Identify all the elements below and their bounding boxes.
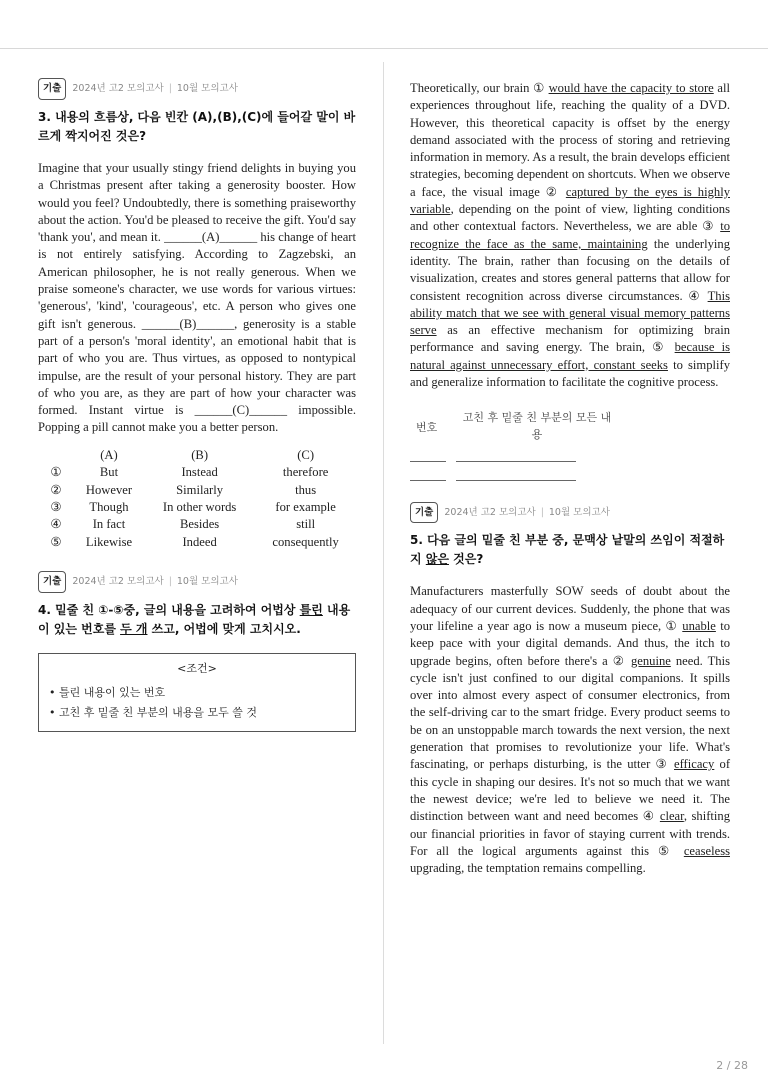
choice-c: thus — [295, 482, 317, 497]
condition-item: • 틀린 내용이 있는 번호 — [49, 686, 166, 700]
page-number: 2 / 28 — [716, 1059, 748, 1072]
q5-title-emph: 않은 — [425, 552, 449, 567]
passage-text: to keep pace with your digital demands. And thus, the itch to upgrade begins, often before there's a ② — [410, 618, 730, 668]
passage-text: , shifting our financial priorities in favor of staying current with trends. For all the logical arguments against this ⑤ — [410, 809, 730, 858]
answer-header-number: 번호 — [416, 421, 438, 435]
q5-title-part: 것은? — [448, 552, 484, 567]
q5-title — [410, 531, 730, 569]
answer-row[interactable] — [410, 470, 730, 481]
column-divider — [383, 62, 384, 1044]
answer-content-blank[interactable] — [456, 470, 576, 481]
q3-choice-row[interactable] — [38, 516, 356, 533]
q3-month: 10월 모의고사 — [176, 83, 238, 95]
underlined-phrase: This ability match that we see with general visual memory patterns serve — [410, 288, 730, 338]
choice-c: for example — [275, 499, 336, 514]
q3-choice-row[interactable] — [38, 499, 356, 516]
underlined-word: unable — [682, 618, 716, 633]
choice-b: Besides — [180, 517, 220, 532]
q5-tagline — [410, 503, 730, 521]
passage-text: Theoretically, our brain ① — [410, 81, 549, 95]
passage-text: , depending on the point of view, lighting conditions and other contextual factors. Nevertheless, we are able ③ — [410, 202, 730, 234]
q4-month: 10월 모의고사 — [176, 576, 238, 588]
underlined-word: efficacy — [674, 757, 715, 772]
q3-year: 2024년 고2 모의고사 — [72, 83, 164, 95]
q4-title — [38, 601, 356, 639]
answer-number-blank[interactable] — [410, 470, 446, 481]
underlined-phrase: because is natural against unnecessary effort, constant seeks — [410, 340, 731, 372]
q3-passage: Imagine that your usually stingy friend delights in buying you a Christmas present after taking a generosity booster. How would you feel? Undoubtedly, there is something praiseworthy about the action. You'd be pleased to receive the gift. You'd say 'thank you', and mean it. ______(A)______ his change of heart is not entirely satisfying. According to Zagzebski, an American philosopher, he is not really generous. When we praise someone's character, we use words for various virtues: 'generous', 'kind', 'courageous', etc. A person who gives one gift isn't generous. ______(B)______, generosity is a stable part of a person's 'moral identity', an emotional habit that is part of who you are. Thus virtues, as opposed to nontypical impulse, are the result of your personal history. They are part of who you are, as they are part of how your character was formed. Instant virtue is ______(C)______ impossible. Popping a pill cannot make you a better person. — [38, 161, 356, 435]
choice-b: Instead — [181, 465, 218, 480]
answer-content-blank[interactable] — [456, 451, 576, 462]
passage-text: upgrading, the temptation remains compelling. — [410, 861, 646, 876]
q3-choice-row[interactable] — [38, 464, 356, 481]
q4-title-emph: 틀린 — [299, 603, 323, 618]
choice-a: Though — [89, 499, 129, 514]
conditions-title: <조건> — [177, 662, 217, 676]
choice-a: In fact — [92, 517, 126, 532]
header-cell: (B) — [191, 447, 209, 462]
q3-choices-header — [38, 447, 356, 464]
q4-year: 2024년 고2 모의고사 — [72, 576, 164, 588]
top-rule — [0, 48, 768, 49]
choice-c: therefore — [282, 465, 329, 480]
choice-a: Likewise — [85, 534, 133, 549]
q4-title-part: 4. 밑줄 친 ①-⑤중, 글의 내용을 고려하여 어법상 — [38, 603, 300, 618]
passage-text: as an effective mechanism for optimizing brain performance and saving energy. The brain, ⑤ — [410, 323, 730, 355]
header-cell — [38, 447, 74, 464]
q4-tagline — [38, 573, 356, 591]
q5-month: 10월 모의고사 — [548, 506, 610, 518]
passage-text: need. This cycle isn't just confined to our digital companions. It spills over into almost every aspect of consumer electronics, from the self-driving car to the smart fridge. Every product seems to be on an unstoppable march towards the next version, the next generation that promises to revolutionize your life. What's fascinating, or perhaps disturbing, is the utter ③ — [410, 653, 730, 772]
passage-text: the underlying identity. The brain, rather than focusing on the details of visualization, creates and stores general patterns that allow for consistent recognition across diverse circumstances. ④ — [410, 236, 730, 303]
q4-conditions-box — [38, 653, 356, 732]
q4-passage — [410, 80, 730, 391]
choice-b: Indeed — [182, 534, 217, 549]
q4-title-emph: 두 개 — [120, 622, 148, 637]
choice-number: ③ — [50, 499, 62, 514]
underlined-word: genuine — [630, 653, 671, 668]
separator: | — [168, 576, 172, 588]
choice-a: However — [85, 482, 133, 497]
underlined-word: clear — [659, 809, 684, 824]
q4-tag: 기출 — [38, 571, 66, 592]
answer-header — [410, 409, 730, 443]
q3-choices-table — [38, 447, 356, 551]
q3-choice-row[interactable] — [38, 482, 356, 499]
header-cell: (A) — [100, 447, 118, 462]
right-column — [410, 80, 730, 877]
answer-header-content: 고친 후 밑줄 친 부분의 모든 내용 — [462, 411, 612, 442]
underlined-phrase: to recognize the face as the same, maintaining — [410, 219, 730, 251]
q4-answer-grid — [410, 409, 730, 481]
choice-b: Similarly — [176, 482, 224, 497]
underlined-word: ceaseless — [683, 843, 730, 858]
q5-passage — [410, 583, 730, 877]
choice-c: still — [296, 517, 316, 532]
separator: | — [540, 506, 544, 518]
passage-text: all experiences throughout life, reaching the quality of a DVD. However, this theoretical capacity is offset by the energy demand associated with the process of storing and retrieving information in memory. As a result, the brain develops efficient strategies, becoming dependent on shortcuts. When we observe a face, the visual image ② — [410, 81, 730, 199]
passage-text: to simplify and generalize information to facilitate the cognitive process. — [410, 357, 731, 390]
passage-text: Manufacturers masterfully SOW seeds of doubt about the adequacy of our current devices. Suddenly, the phone that was your lifeline a year ago is now a museum piece, ① — [410, 584, 730, 633]
choice-c: consequently — [272, 534, 339, 549]
q3-tagline — [38, 80, 356, 98]
q5-tag: 기출 — [410, 502, 438, 523]
q3-title: 3. 내용의 흐름상, 다음 빈칸 (A),(B),(C)에 들어갈 말이 바르게 짝지어진 것은? — [38, 110, 356, 143]
underlined-phrase: captured by the eyes is highly variable — [410, 184, 730, 217]
answer-number-blank[interactable] — [410, 451, 446, 462]
choice-b: In other words — [162, 499, 237, 514]
separator: | — [168, 83, 172, 95]
underlined-phrase: would have the capacity to store — [548, 81, 714, 95]
choice-number: ② — [50, 482, 62, 497]
header-cell: (C) — [297, 447, 315, 462]
q5-year: 2024년 고2 모의고사 — [444, 506, 536, 518]
condition-item: • 고친 후 밑줄 친 부분의 내용을 모두 쓸 것 — [49, 706, 257, 720]
passage-text: of this cycle in shaping our desires. It's not so much that we want the newest device; we're led to believe we need it. The distinction between want and need becomes ④ — [410, 757, 731, 824]
choice-number: ① — [50, 465, 62, 480]
choice-number: ④ — [50, 517, 62, 532]
q5-title-part: 5. 다음 글의 밑줄 친 부분 중, 문맥상 낱말의 쓰임이 적절하지 — [410, 533, 725, 567]
q3-tag: 기출 — [38, 78, 66, 99]
q4-title-part: 쓰고, 어법에 맞게 고치시오. — [147, 622, 301, 637]
q4-title-part: 내용이 있는 번호를 — [38, 603, 351, 637]
choice-number: ⑤ — [50, 534, 62, 549]
answer-row[interactable] — [410, 451, 730, 462]
q3-choice-row[interactable] — [38, 534, 356, 551]
left-column — [38, 80, 356, 732]
choice-a: But — [99, 465, 119, 480]
